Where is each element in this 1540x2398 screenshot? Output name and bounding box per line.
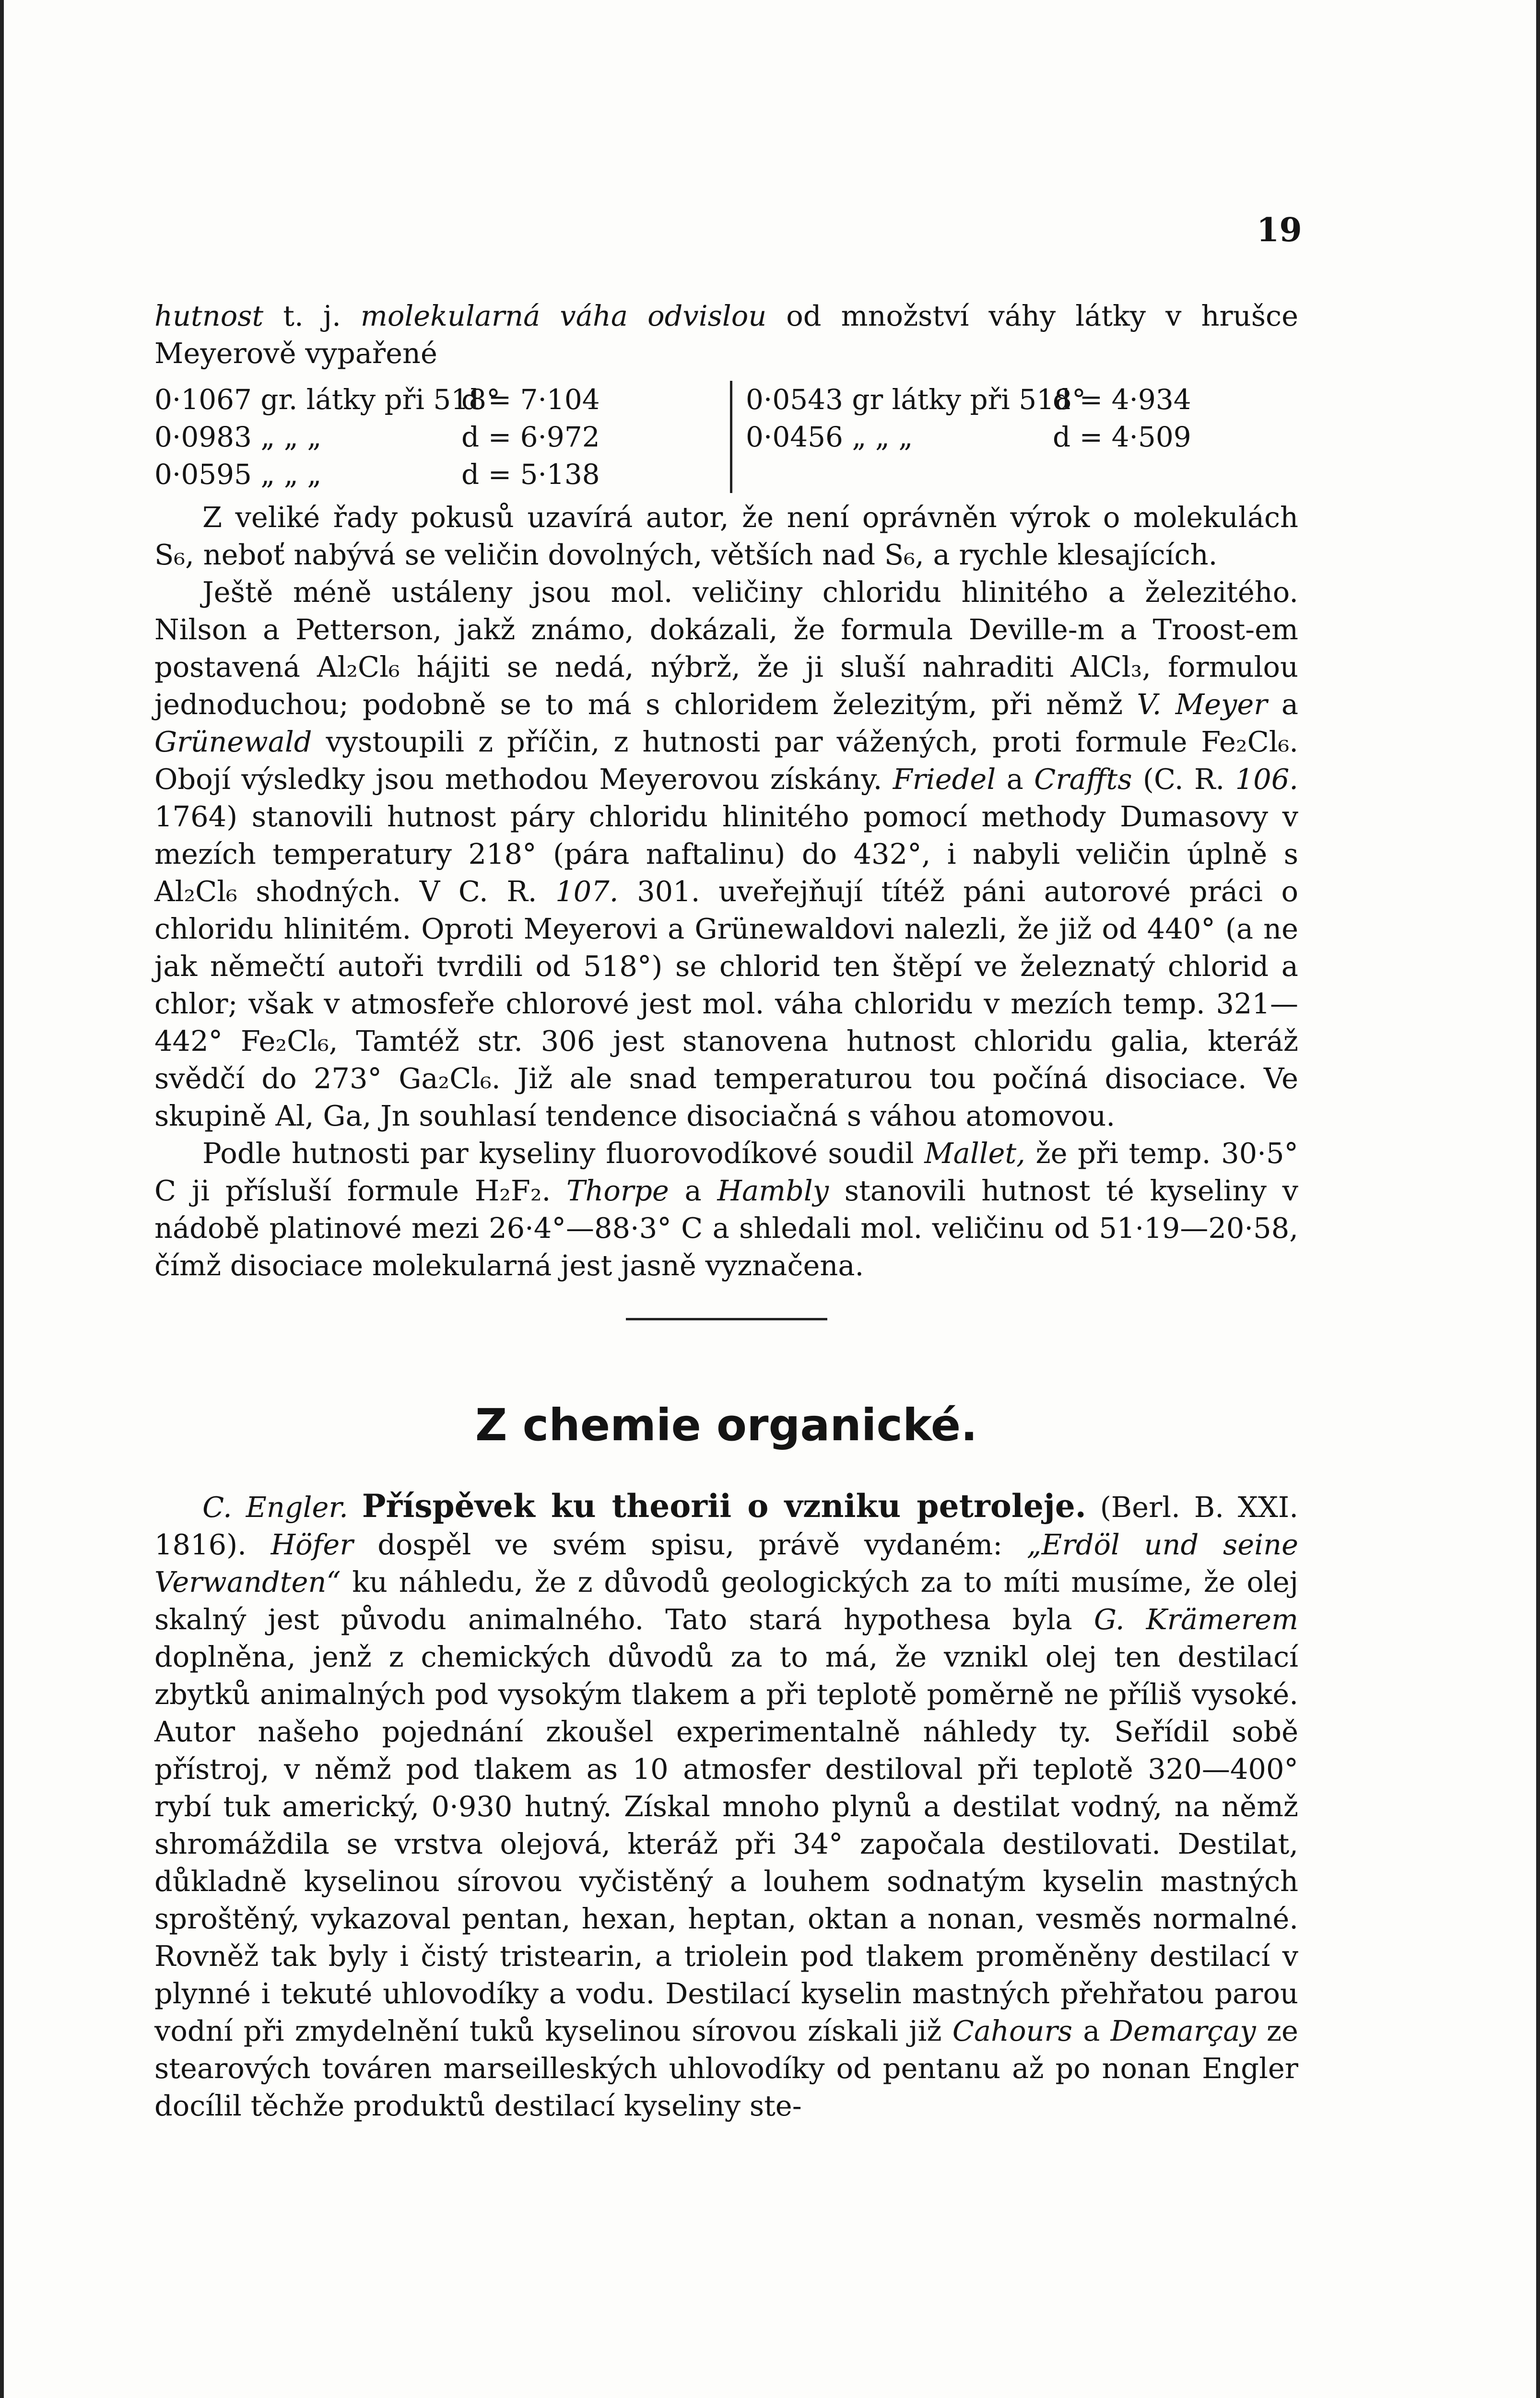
intro-paragraph: hutnost t. j. molekularná váha odvislou od množství váhy látky v hrušce Meyerově vypařené [154,299,1298,370]
article-title: Příspěvek ku theorii o vzniku petroleje. [362,1487,1086,1525]
paragraph-hydrofluoric: Podle hutnosti par kyseliny fluorovodíkové soudil Mallet, že při temp. 30·5° C ji přísluší formule H₂F₂. Thorpe a Hambly stanovili hutnost té kyseliny v nádobě platinové mezi 26·4°—88·3° C a shledali mol. veličinu od 51·19—20·58, čímž disociace molekularná jest jasně vyznačena. [154,1137,1299,1282]
table-row: 0·0983 „ „ „ d = 6·972 [154,421,600,453]
table-row: 0·0595 „ „ „ d = 5·138 [154,458,600,491]
paragraph-chlorides: Ještě méně ustáleny jsou mol. veličiny chloridu hlinitého a železitého. Nilson a Petterson, jakž známo, dokázali, že formula Deville-m a Troost-em postavená Al₂Cl₆ hájiti se nedá, nýbrž, že ji sluší nahraditi AlCl₃, formulou jednoduchou; podobně se to má s chloridem železitým, při němž V. Meyer a Grünewald vystoupili z příčin, z hutnosti par vážených, proti formule Fe₂Cl₆. Obojí výsledky jsou methodou Meyerovou získány. Friedel a Craffts (C. R. 106. 1764) stanovili hutnost páry chloridu hlinitého pomocí methody Dumasovy v mezích temperatury 218° (pára naftalinu) do 432°, i nabyli veličin úplně s Al₂Cl₆ shodných. V C. R. 107. 301. uveřejňují títéž páni autorové práci o chloridu hlinitém. Oproti Meyerovi a Grünewaldovi nalezli, že již od 440° (a ne jak němečtí autoři tvrdili od 518°) se chlorid ten štěpí ve železnatý chlorid a chlor; však v atmosfeře chlorové jest mol. váha chloridu v mezích temp. 321—442° Fe₂Cl₆, Tamtéž str. 306 jest stanovena hutnost chloridu galia, kteráž svědčí do 273° Ga₂Cl₆. Již ale snad temperaturou tou počíná disociace. Ve skupině Al, Ga, Jn souhlasí tendence disociačná s váhou atomovou. [154,576,1298,1132]
table-row: 0·1067 gr. látky při 518° d = 7·104 [154,383,600,416]
page-number: 19 [1257,211,1302,249]
table-row: 0·0543 gr látky při 518° d = 4·934 [746,383,1191,416]
scan-edge-left [0,0,4,2398]
paragraph-sulfur: Z veliké řady pokusů uzavírá autor, že není oprávněn výrok o molekulách S₆, neboť nabývá se veličin dovolných, větších nad S₆, a rychle klesajících. [154,501,1298,571]
table-row: 0·0456 „ „ „ d = 4·509 [746,421,1191,453]
scan-edge-right [1536,0,1540,2398]
density-table-left [154,381,732,493]
density-table [154,381,1298,493]
density-table-right [732,381,1321,493]
text-body [154,297,1298,2125]
section-divider [626,1318,827,1320]
section-heading: Z chemie organické. [475,1399,978,1451]
article-paragraph: C. Engler. Příspěvek ku theorii o vzniku petroleje. (Berl. B. XXI. 1816). Höfer dospěl ve svém spisu, právě vydaném: „Erdöl und seine Verwandten“ ku náhledu, že z důvodů geologických za to míti musíme, že olej skalný jest původu animalného. Tato stará hypothesa byla G. Krämerem doplněna, jenž z chemických důvodů za to má, že vznikl olej ten destilací zbytků animalných pod vysokým tlakem a při teplotě poměrně ne příliš vysoké. Autor našeho pojednání zkoušel experimentalně náhledy ty. Seřídil sobě přístroj, v němž pod tlakem as 10 atmosfer destiloval při teplotě 320—400° rybí tuk americký, 0·930 hutný. Získal mnoho plynů a destilat vodný, na němž shromáždila se vrstva olejová, kteráž při 34° započala destilovati. Destilat, důkladně kyselinou sírovou vyčistěný a louhem sodnatým kyselin mastných sproštěný, vykazoval pentan, hexan, heptan, oktan a nonan, vesměs normalné. Rovněž tak byly i čistý tristearin, a triolein pod tlakem proměněny destilací v plynné i tekuté uhlovodíky a vodu. Destilací kyselin mastných přehřatou parou vodní při zmydelnění tuků kyselinou sírovou získali již Cahours a Demarçay ze stearových továren marseilleských uhlovodíky od pentanu až po nonan Engler docílil těchže produktů destilací kyseliny ste- [154,1487,1298,2122]
